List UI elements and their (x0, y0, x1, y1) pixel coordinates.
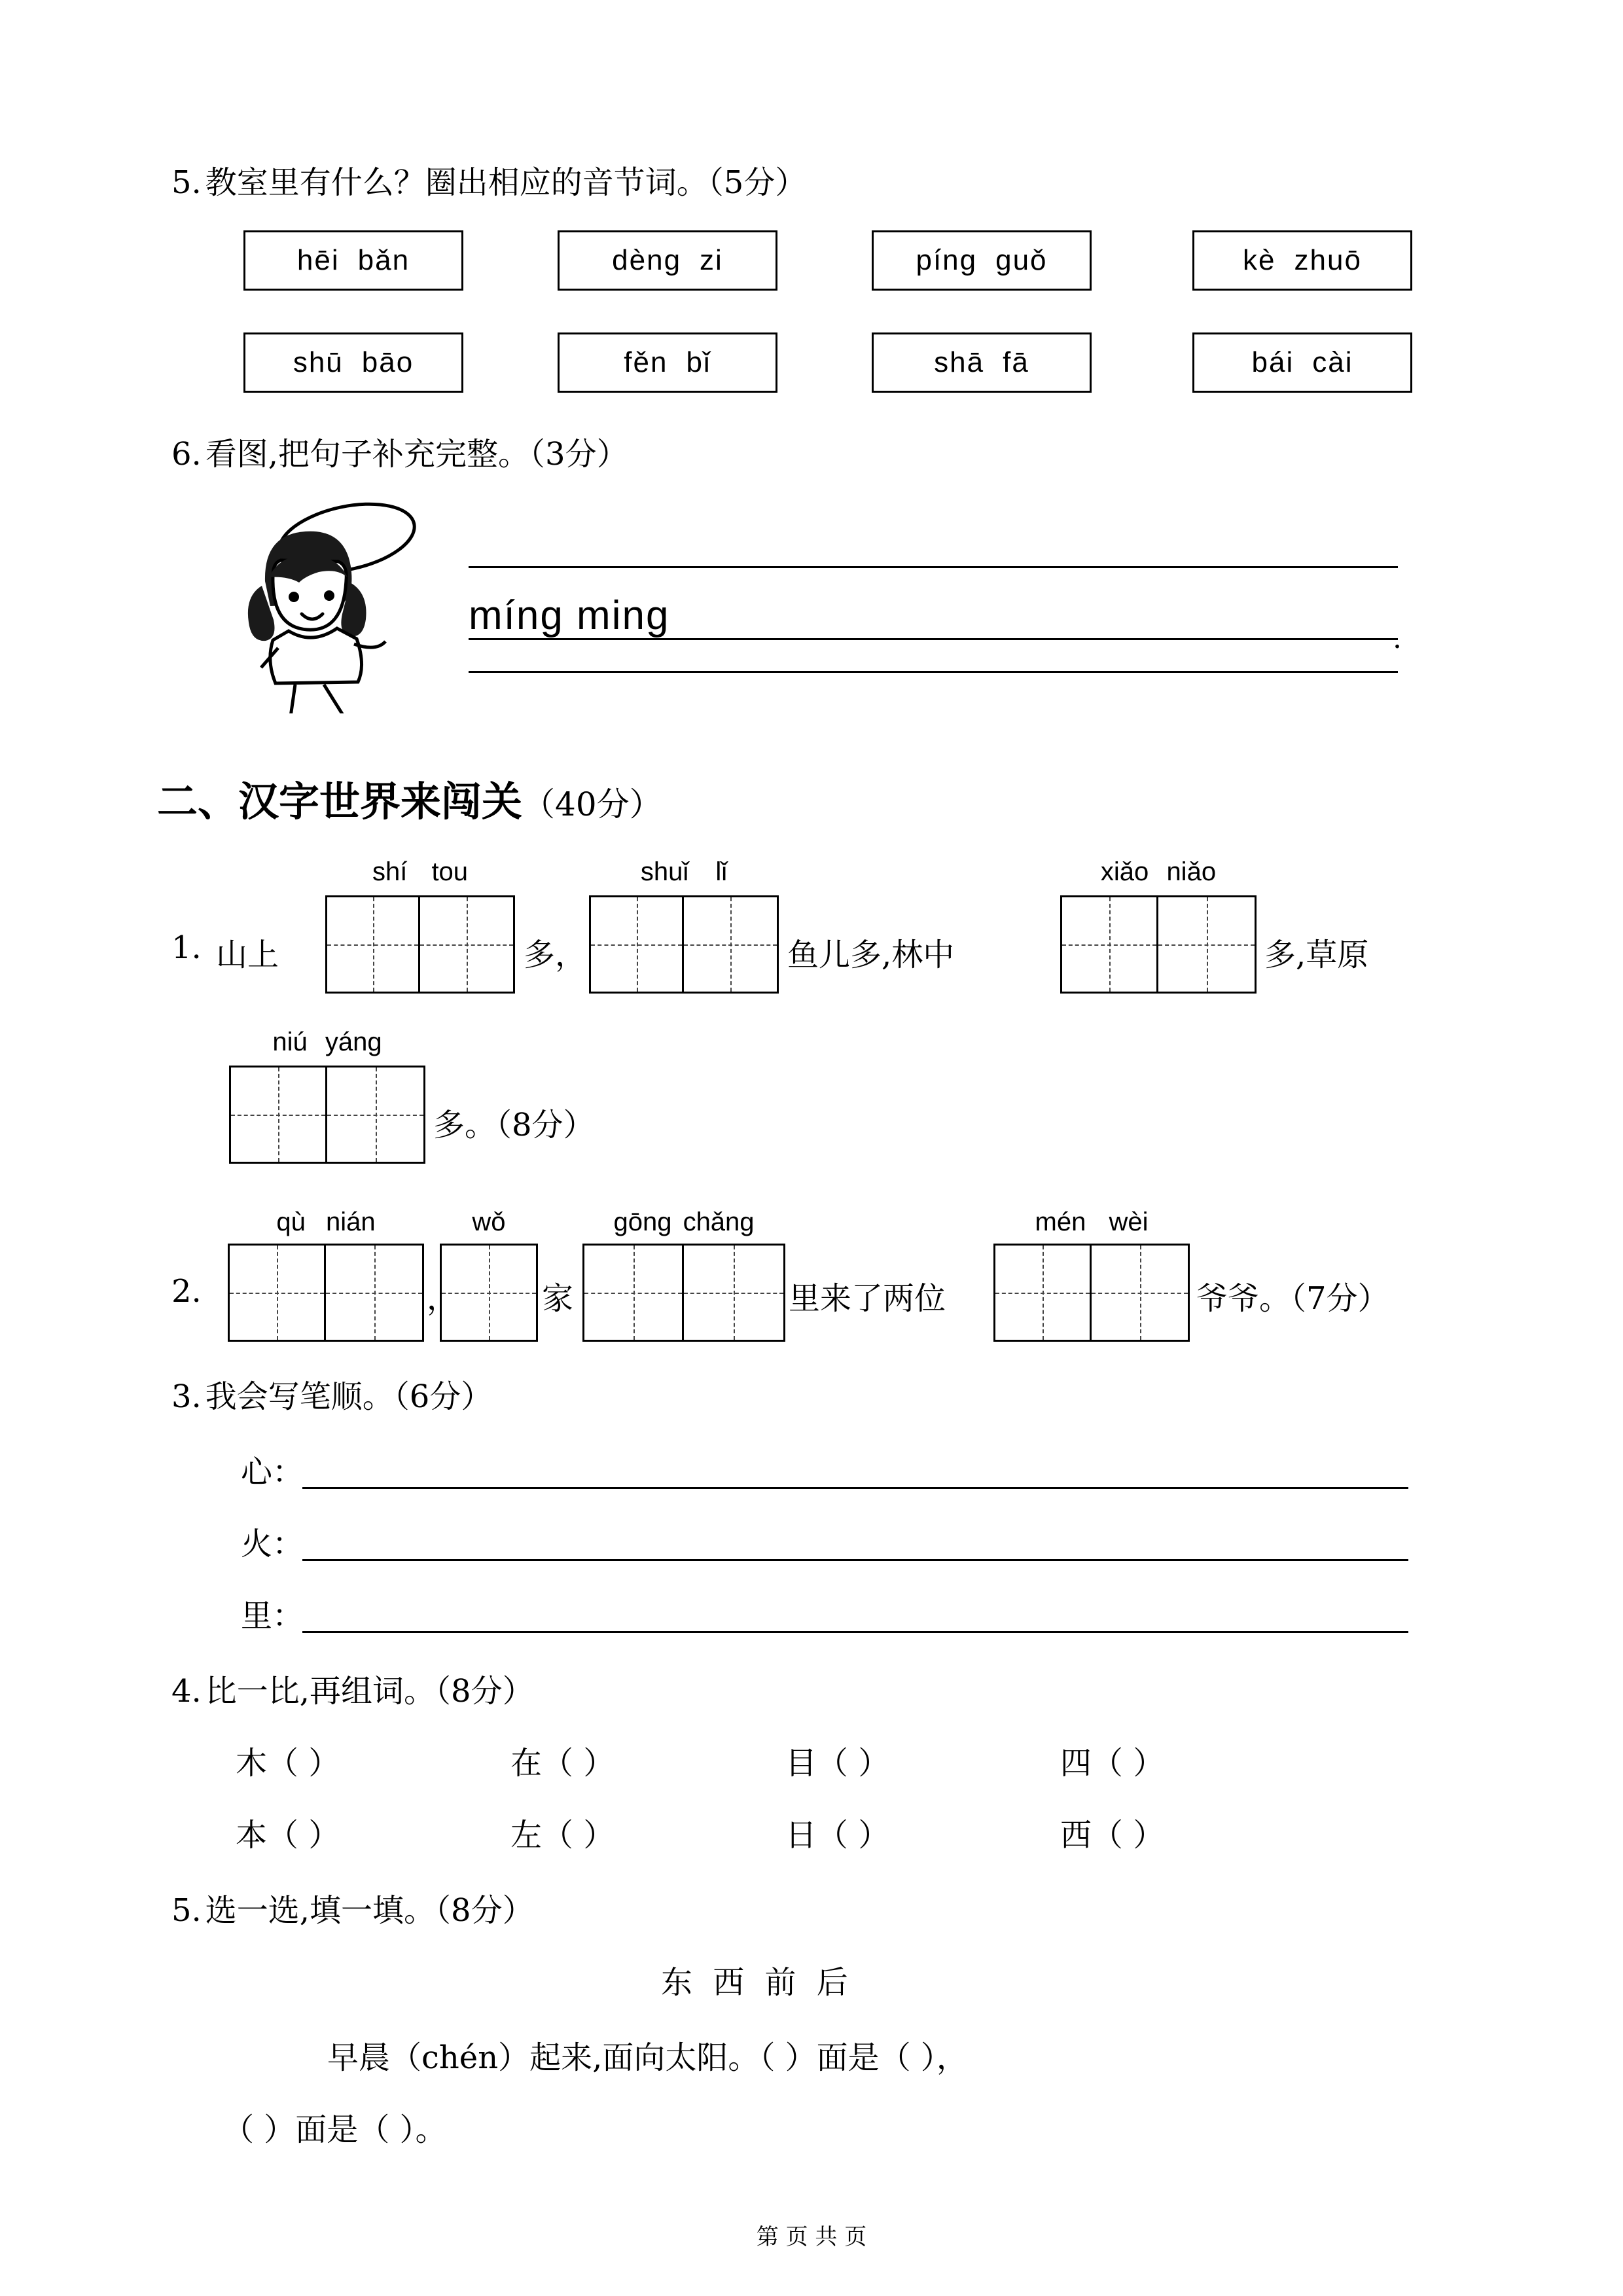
s2q1-pinyin-4 (229, 1028, 425, 1057)
syllable: kè (1243, 244, 1276, 276)
s2q2-seg1: 家 (542, 1280, 574, 1317)
s2q2-comma: ， (427, 1280, 459, 1317)
q5-word-box[interactable] (872, 332, 1092, 393)
s2q5-sentence-1[interactable]: 早晨（chén）起来,面向太阳。（ ）面是（ ）， (327, 2039, 968, 2076)
syllable: gōng (613, 1208, 672, 1236)
s2q2-grid-2[interactable] (440, 1244, 538, 1342)
q5-word-box[interactable] (872, 230, 1092, 291)
syllable: fěn (624, 346, 668, 378)
syllable: hēi (296, 244, 340, 276)
syllable: bǎn (357, 244, 410, 276)
s2q3-number: 3. (171, 1378, 202, 1415)
q5-prompt: 教室里有什么？圈出相应的音节词。（5分） (205, 164, 807, 201)
syllable: niǎo (1166, 857, 1217, 886)
q5-word-box[interactable] (558, 332, 777, 393)
s2q4-item[interactable]: 左（ ） (510, 1817, 615, 1854)
s2q5-sentence-2[interactable]: （ ）面是（ ）。 (223, 2111, 447, 2148)
syllable: niú (272, 1028, 308, 1056)
s2q1-grid-4[interactable] (229, 1066, 425, 1164)
q6-period: . (1393, 622, 1402, 655)
s2q1-number: 1. (171, 929, 202, 966)
s2q2-pinyin-4 (993, 1208, 1190, 1237)
s2q3-answer-line[interactable] (302, 1487, 1408, 1489)
syllable: bāo (361, 346, 414, 378)
syllable: qù (276, 1208, 306, 1236)
s2q4-number: 4. (171, 1673, 202, 1710)
q6-prompt: 看图,把句子补充完整。（3分） (205, 436, 628, 473)
s2q3-item-label: 火： (241, 1526, 304, 1562)
q5-word-box[interactable] (558, 230, 777, 291)
s2q1-seg1: 山上 (216, 937, 279, 973)
s2q1-seg5: 多。（8分） (433, 1107, 595, 1143)
q6-answer-text[interactable]: míng ming (469, 593, 670, 638)
s2q4-item[interactable]: 西（ ） (1060, 1817, 1165, 1854)
section2-title: 二、汉字世界来闯关 (157, 778, 523, 825)
s2q1-pinyin-2 (589, 857, 779, 887)
syllable: bǐ (686, 346, 711, 378)
syllable: bái (1251, 346, 1294, 378)
s2q2-pinyin-1 (228, 1208, 424, 1237)
s2q2-grid-3[interactable] (582, 1244, 785, 1342)
q5-word-box[interactable] (243, 332, 463, 393)
s2q1-grid-3[interactable] (1060, 895, 1257, 994)
syllable: wèi (1109, 1208, 1149, 1236)
s2q2-pinyin-2 (440, 1208, 538, 1237)
syllable: wǒ (472, 1208, 506, 1236)
syllable: nián (326, 1208, 376, 1236)
syllable: mén (1035, 1208, 1086, 1236)
q5-word-box[interactable] (1192, 230, 1412, 291)
syllable: shuǐ (640, 857, 689, 886)
s2q4-item[interactable]: 木（ ） (236, 1745, 340, 1782)
syllable: shā (934, 346, 985, 378)
s2q4-item[interactable]: 日（ ） (785, 1817, 890, 1854)
q6-line-bottom (469, 671, 1398, 673)
s2q5-number: 5. (171, 1892, 202, 1929)
syllable: cài (1312, 346, 1353, 378)
syllable: dèng (612, 244, 682, 276)
q5-word-box[interactable] (1192, 332, 1412, 393)
syllable: yáng (325, 1028, 382, 1056)
s2q4-prompt: 比一比,再组词。（8分） (205, 1673, 534, 1710)
s2q1-grid-2[interactable] (589, 895, 779, 994)
syllable: zhuō (1294, 244, 1362, 276)
girl-illustration (226, 497, 422, 713)
s2q2-grid-1[interactable] (228, 1244, 424, 1342)
syllable: shí (372, 857, 408, 886)
syllable: fā (1003, 346, 1029, 378)
syllable: shū (293, 346, 344, 378)
q6-heading (171, 429, 628, 474)
s2q5-prompt: 选一选,填一填。（8分） (205, 1892, 534, 1929)
s2q4-item[interactable]: 本（ ） (236, 1817, 340, 1854)
s2q4-row2 (236, 1810, 1348, 1855)
syllable: píng (916, 244, 978, 276)
s2q3-item-label: 心： (241, 1454, 304, 1490)
s2q3-prompt: 我会写笔顺。（6分） (205, 1378, 493, 1415)
s2q2-seg3: 爷爷。（7分） (1196, 1280, 1389, 1317)
s2q4-heading (171, 1666, 534, 1711)
syllable: xiǎo (1100, 857, 1149, 886)
page-footer: 第 页 共 页 (756, 2224, 867, 2250)
s2q1-pinyin-1 (325, 857, 515, 887)
s2q3-answer-line[interactable] (302, 1631, 1408, 1633)
section2-score: （40分） (522, 785, 662, 823)
s2q5-choices: 东 西 前 后 (661, 1964, 853, 2001)
s2q1-pinyin-3 (1060, 857, 1257, 887)
s2q4-row1 (236, 1738, 1348, 1783)
syllable: zi (700, 244, 723, 276)
s2q4-item[interactable]: 在（ ） (510, 1745, 615, 1782)
s2q1-seg4: 多,草原 (1264, 937, 1369, 973)
s2q5-heading (171, 1885, 534, 1930)
s2q3-item-label: 里： (241, 1598, 304, 1634)
s2q2-number: 2. (171, 1273, 202, 1310)
s2q2-grid-4[interactable] (993, 1244, 1190, 1342)
s2q3-heading (171, 1371, 492, 1416)
q6-number: 6. (171, 436, 202, 473)
s2q2-seg2: 里来了两位 (789, 1280, 946, 1317)
s2q4-item[interactable]: 四（ ） (1060, 1745, 1165, 1782)
s2q2-pinyin-3 (582, 1208, 785, 1237)
q5-word-box[interactable] (243, 230, 463, 291)
q6-line-top (469, 566, 1398, 568)
s2q3-answer-line[interactable] (302, 1559, 1408, 1561)
s2q4-item[interactable]: 目（ ） (785, 1745, 890, 1782)
s2q1-seg3: 鱼儿多,林中 (787, 937, 955, 973)
s2q1-grid-1[interactable] (325, 895, 515, 994)
section2-title-row (157, 769, 662, 827)
q5-heading (171, 157, 806, 202)
syllable: guǒ (995, 244, 1048, 276)
syllable: tou (431, 857, 469, 886)
s2q1-seg2: 多， (524, 937, 587, 973)
syllable: chǎng (683, 1208, 755, 1236)
syllable: lǐ (715, 857, 728, 886)
q5-number: 5. (171, 164, 202, 201)
